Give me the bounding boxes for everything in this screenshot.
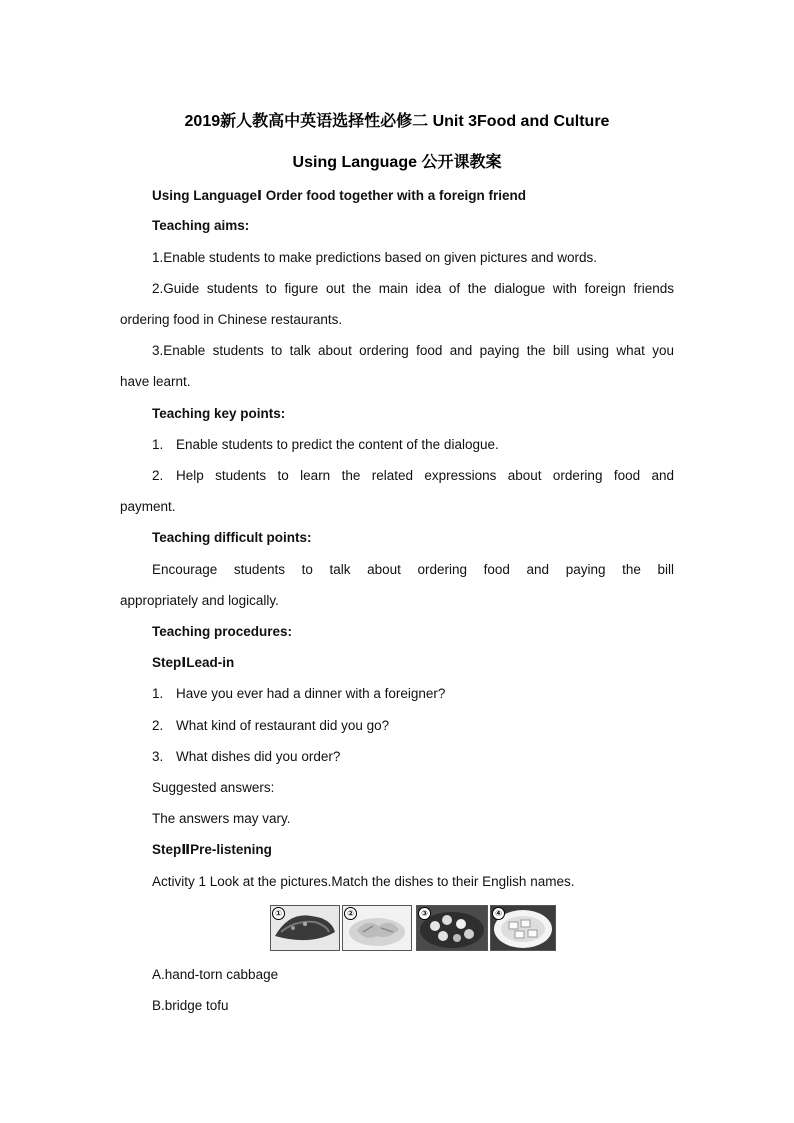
question-item	[152, 685, 445, 703]
item-number: 2.	[152, 468, 164, 483]
step-heading: StepⅡPre-listening	[152, 842, 272, 857]
key-point-item	[152, 436, 499, 454]
aim-item-continued: ordering food in Chinese restaurants.	[120, 312, 343, 327]
dish-photo-icon	[270, 905, 340, 951]
key-point-item	[152, 467, 674, 485]
picture-number: ③	[418, 907, 431, 920]
aims-heading: Teaching aims:	[152, 218, 250, 233]
aim-item-continued: have learnt.	[120, 374, 191, 389]
document-title: 2019新人教高中英语选择性必修二 Unit 3Food and Culture	[184, 113, 610, 130]
section-heading: Using LanguageⅠ Order food together with a foreign friend	[152, 188, 527, 203]
procedures-heading: Teaching procedures:	[152, 624, 293, 639]
dish-photo-icon	[416, 905, 488, 951]
item-number: 1.	[152, 437, 164, 452]
aim-item: 2.Guide students to figure out the main idea of the dialogue with foreign friends	[152, 281, 674, 296]
picture-number: ④	[492, 907, 505, 920]
picture-number: ②	[344, 907, 357, 920]
document-subtitle: Using Language 公开课教案	[292, 154, 502, 171]
item-text: Help students to learn the related expressions about ordering food and	[176, 468, 674, 483]
picture-number: ①	[272, 907, 285, 920]
item-number: 1.	[152, 686, 164, 701]
option-item: A.hand-torn cabbage	[152, 967, 279, 982]
suggested-answer-text: The answers may vary.	[152, 811, 291, 826]
question-item	[152, 717, 389, 735]
suggested-answers-label: Suggested answers:	[152, 780, 275, 795]
aim-item: 1.Enable students to make predictions based on given pictures and words.	[152, 250, 598, 265]
activity-instruction: Activity 1 Look at the pictures.Match the dishes to their English names.	[152, 874, 575, 889]
step-heading: StepⅠLead-in	[152, 655, 235, 670]
dish-photo-icon	[490, 905, 556, 951]
item-text: What dishes did you order?	[176, 749, 341, 764]
key-points-heading: Teaching key points:	[152, 406, 286, 421]
item-text: Have you ever had a dinner with a foreigner?	[176, 686, 446, 701]
option-item: B.bridge tofu	[152, 998, 229, 1013]
key-point-continued: payment.	[120, 499, 176, 514]
item-text: What kind of restaurant did you go?	[176, 718, 390, 733]
item-text: Enable students to predict the content of the dialogue.	[176, 437, 499, 452]
question-item	[152, 748, 340, 766]
difficult-point-text: Encourage students to talk about ordering food and paying the bill	[152, 562, 674, 577]
difficult-point-continued: appropriately and logically.	[120, 593, 279, 608]
item-number: 2.	[152, 718, 164, 733]
item-number: 3.	[152, 749, 164, 764]
difficult-points-heading: Teaching difficult points:	[152, 530, 312, 545]
dish-photo-icon	[342, 905, 412, 951]
aim-item: 3.Enable students to talk about ordering food and paying the bill using what you	[152, 343, 674, 358]
